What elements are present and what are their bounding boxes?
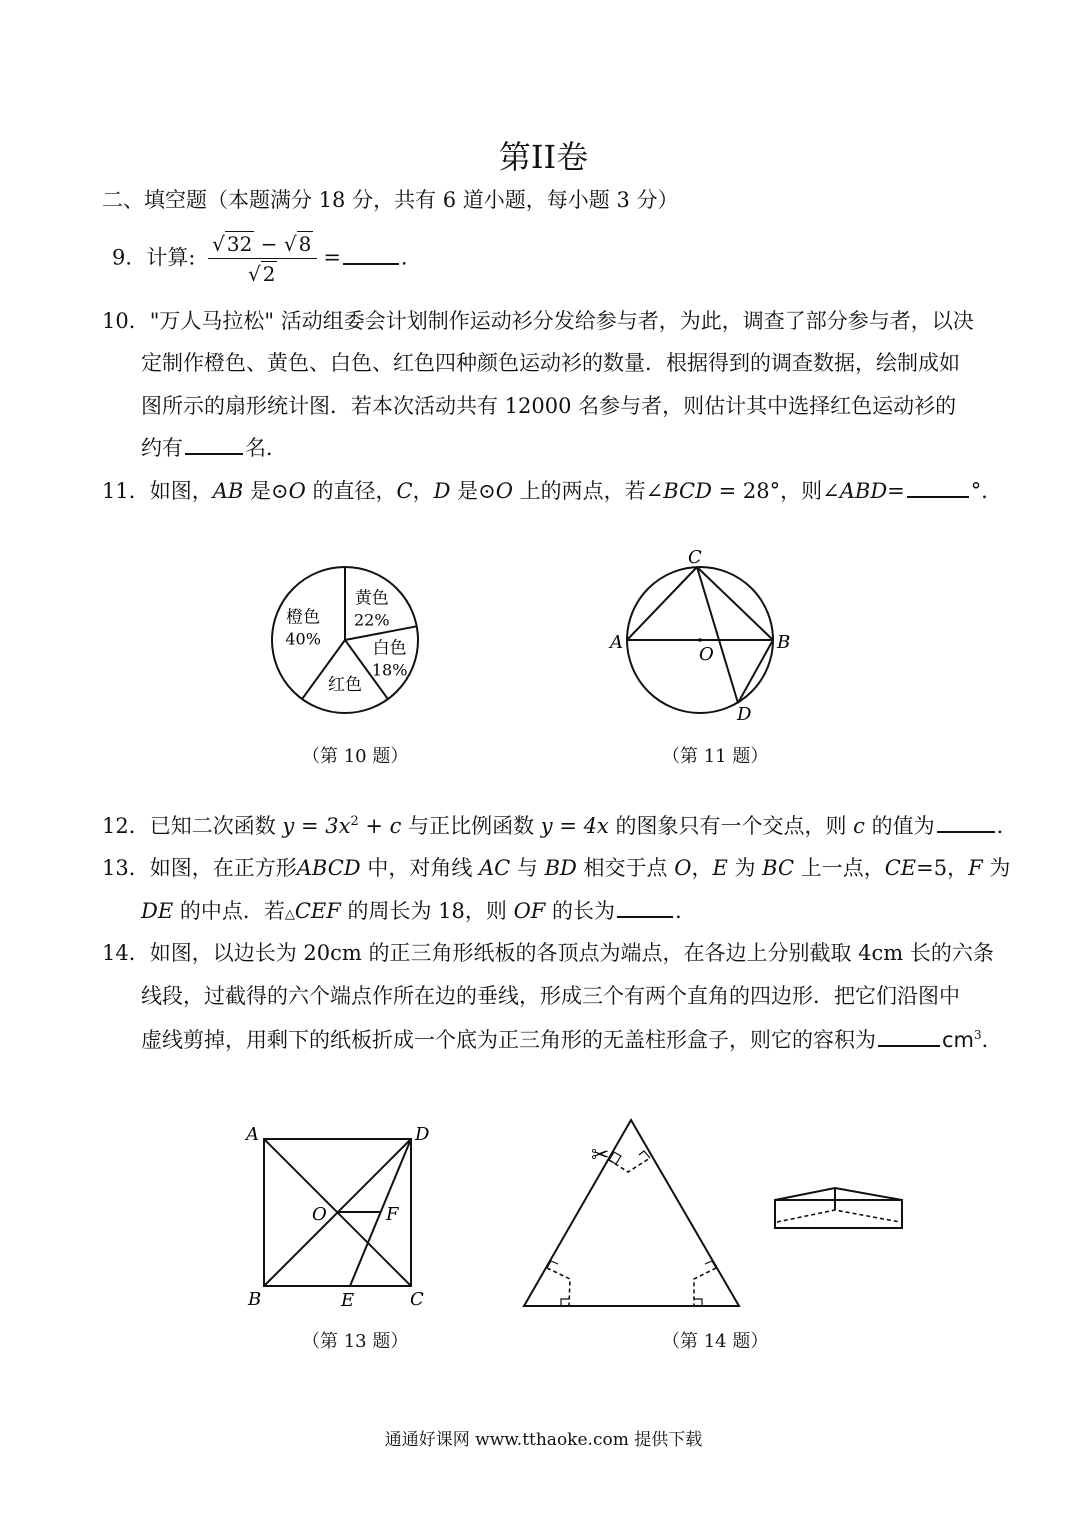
section-heading: 二、填空题（本题满分 18 分，共有 6 道小题，每小题 3 分）	[102, 188, 679, 212]
question-number: 9．	[112, 245, 147, 270]
figure-13-caption: （第 13 题）	[302, 1331, 409, 1352]
footer: 通通好课网 www.tthaoke.com 提供下载	[384, 1430, 703, 1450]
pie-slice-label: 白色	[372, 638, 407, 659]
question-number: 14．	[102, 941, 150, 965]
question-14-line-3: 虚线剪掉，用剩下的纸板折成一个底为正三角形的无盖柱形盒子，则它的容积为 $cm^3$．	[141, 1028, 1003, 1052]
question-9: 9．计算: $\frac{√ 32 - √ 8}{√ 2}$ = .	[112, 232, 408, 286]
answer-blank	[907, 495, 969, 498]
question-number: 10．	[102, 309, 150, 333]
label-a: A	[246, 1124, 259, 1145]
question-number: 13．	[102, 856, 150, 880]
box-hidden-edges	[777, 1210, 900, 1222]
pie-slice-percent: 40%	[285, 629, 321, 649]
answer-blank	[878, 1044, 940, 1047]
question-10-line-1: 10．"万人马拉松" 活动组委会计划制作运动衫分发给参与者，为此，调查了部分参与者，以决	[102, 309, 974, 333]
circle-figure-11	[600, 540, 800, 725]
question-14-line-1: 14．如图，以边长为 20cm 的正三角形纸板的各顶点为端点，在各边上分别截取 4cm 长的六条	[102, 941, 994, 965]
box-front	[775, 1200, 902, 1228]
pie-slice-label: 橙色	[286, 607, 321, 628]
center-point	[698, 638, 702, 642]
label-d: D	[415, 1124, 430, 1145]
question-number: 12．	[102, 814, 150, 838]
equals-sign: =	[323, 245, 341, 270]
question-13-line-1: 13．如图，在正方形ABCD 中，对角线 AC 与 BD 相交于点 O，E 为 BC 上一点，CE=5，F 为	[102, 856, 1011, 880]
right-angle-mark	[639, 1151, 650, 1158]
label-o: O	[312, 1204, 327, 1225]
label-o: O	[699, 644, 714, 665]
cut-line-bottom-left	[547, 1268, 570, 1306]
question-10-line-4: 约有 名．	[141, 436, 287, 460]
fraction: $\frac{√ 32 - √ 8}{√ 2}$	[208, 232, 317, 286]
scissors-icon: ✂	[591, 1143, 610, 1168]
question-11: 11．如图，AB 是⊙O 的直径，C，D 是⊙O 上的两点，若∠BCD = 28°，则∠ABD= °．	[102, 479, 1003, 503]
question-10-line-3: 图所示的扇形统计图．若本次活动共有 12000 名参与者，则估计其中选择红色运动衫的	[141, 394, 957, 418]
right-angle-mark	[694, 1299, 702, 1306]
question-14-line-2: 线段，过截得的六个端点作所在边的垂线，形成三个有两个直角的四边形．把它们沿图中	[141, 984, 960, 1008]
pie-chart-figure-10	[260, 555, 430, 725]
answer-blank	[185, 452, 243, 455]
section-title: 第II卷	[498, 138, 589, 176]
figure-11-caption: （第 11 题）	[662, 746, 769, 767]
pie-slice-percent: 18%	[371, 660, 408, 680]
pie-slice-percent: 22%	[353, 610, 390, 630]
box-top	[775, 1188, 902, 1200]
triangle-figure-14	[515, 1112, 915, 1317]
equilateral-triangle	[524, 1120, 739, 1306]
figure-14-caption: （第 14 题）	[662, 1331, 769, 1352]
pie-slice-label: 红色	[328, 675, 362, 695]
label-a: A	[610, 632, 623, 653]
cut-line-bottom-right	[694, 1268, 716, 1306]
question-12: 12．已知二次函数 $y = 3x^2 + c$ 与正比例函数 y = 4x 的图象只有一个交点，则 c 的值为 ．	[102, 814, 1018, 838]
pie-chart	[272, 567, 418, 713]
square-figure-13	[240, 1118, 440, 1318]
label-f: F	[386, 1204, 399, 1225]
answer-blank	[617, 915, 673, 918]
figure-10-caption: （第 10 题）	[302, 746, 409, 767]
segment-db	[738, 640, 773, 703]
label-d: D	[737, 704, 752, 725]
label-b: B	[777, 632, 791, 653]
right-angle-mark	[561, 1299, 569, 1306]
answer-blank	[343, 262, 399, 265]
label-b: B	[248, 1289, 262, 1310]
label-c: C	[688, 547, 702, 568]
question-13-line-2: DE 的中点．若△CEF 的周长为 18，则 OF 的长为 ．	[141, 899, 697, 923]
label-c: C	[410, 1289, 424, 1310]
question-number: 11．	[102, 479, 150, 503]
question-text: 计算:	[146, 245, 196, 270]
cut-line-top	[609, 1158, 650, 1172]
label-e: E	[341, 1290, 355, 1311]
answer-blank	[937, 830, 995, 833]
question-10-line-2: 定制作橙色、黄色、白色、红色四种颜色运动衫的数量．根据得到的调查数据，绘制成如	[141, 351, 960, 375]
pie-slice-label: 黄色	[354, 588, 389, 609]
